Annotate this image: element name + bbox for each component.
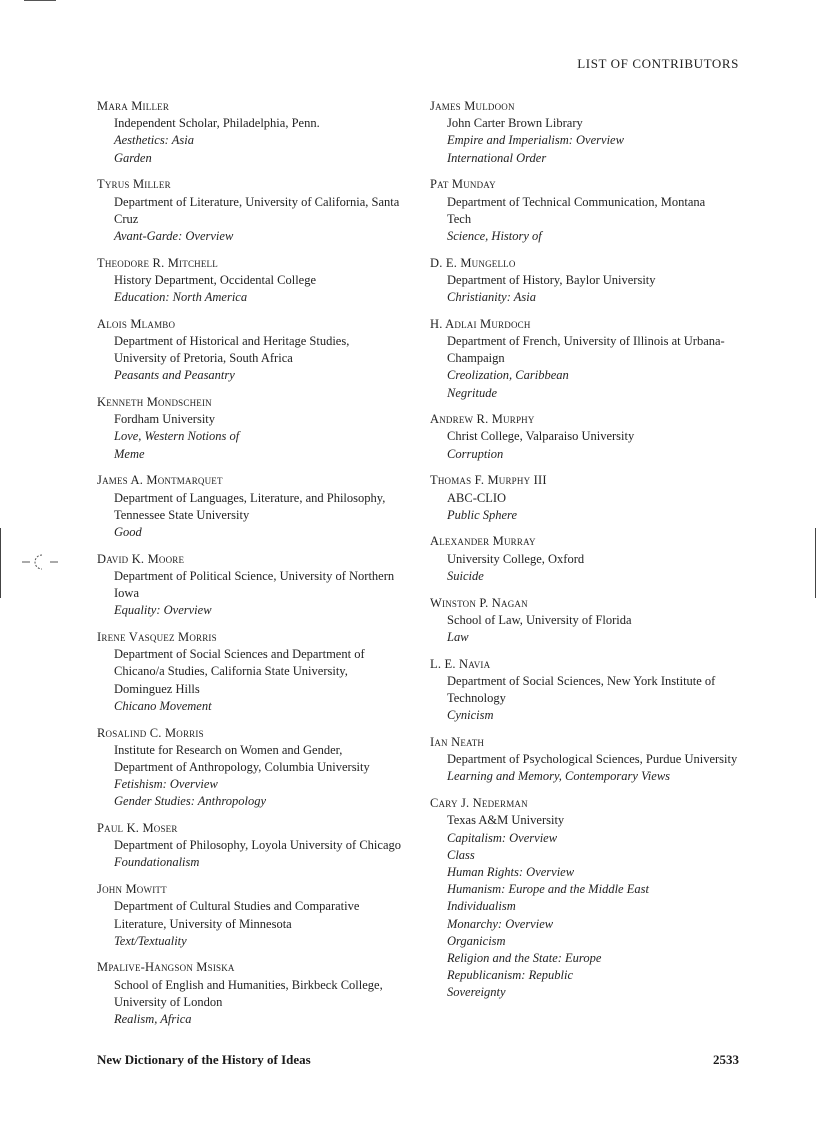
footer-book-title: New Dictionary of the History of Ideas (97, 1052, 311, 1067)
contributor-entry (97, 176, 417, 245)
article-title: Class (447, 847, 475, 862)
article-title: Humanism: Europe and the Middle East (447, 882, 649, 897)
contributor-affiliation: Department of Languages, Literature, and Philosophy, (114, 490, 386, 505)
contributor-name: H. Adlai Murdoch (430, 316, 531, 331)
contributor-affiliation: Department of Historical and Heritage Studies, (114, 333, 350, 348)
contributor-details (430, 551, 750, 585)
contributor-affiliation: Department of Social Sciences, New York Institute of (447, 673, 716, 688)
contributor-entry (97, 820, 417, 872)
contributor-entry (430, 411, 750, 463)
article-title: Equality: Overview (114, 603, 212, 618)
contributor-name: John Mowitt (97, 882, 167, 897)
contributor-affiliation: Department of French, University of Illinois at Urbana- (447, 333, 725, 348)
contributor-details (97, 411, 417, 463)
contributor-affiliation: Literature, University of Minnesota (114, 916, 292, 931)
crop-mark (24, 0, 56, 1)
contributor-affiliation: Department of Cultural Studies and Comparative (114, 899, 360, 914)
contributor-entry (430, 176, 750, 245)
contributor-entry (97, 725, 417, 811)
article-title: Sovereignty (447, 985, 506, 1000)
contributor-name: Andrew R. Murphy (430, 412, 535, 427)
contributor-entry (430, 656, 750, 725)
article-title: Science, History of (447, 228, 542, 243)
contributor-details (430, 673, 750, 725)
article-title: Law (447, 629, 469, 644)
article-title: Fetishism: Overview (114, 777, 218, 792)
contributor-name: Winston P. Nagan (430, 595, 528, 610)
contributor-entry (430, 316, 750, 402)
contributor-name: D. E. Mungello (430, 255, 516, 270)
contributor-name: Mpalive-Hangson Msiska (97, 960, 235, 975)
contributor-name: Pat Munday (430, 177, 496, 192)
article-title: Christianity: Asia (447, 290, 537, 305)
contributor-name: Alois Mlambo (97, 316, 176, 331)
article-title: Suicide (447, 568, 484, 583)
contributor-entry (97, 551, 417, 620)
contributor-name: Kenneth Mondschein (97, 395, 212, 410)
article-title: Gender Studies: Anthropology (114, 794, 267, 809)
contributor-details (97, 194, 417, 246)
contributor-affiliation: Texas A&M University (447, 813, 565, 828)
contributor-entry (97, 394, 417, 463)
contributor-entry (97, 959, 417, 1028)
contributor-affiliation: Department of Political Science, University of Northern (114, 568, 395, 583)
margin-rule-left (0, 528, 1, 598)
article-title: Peasants and Peasantry (114, 368, 235, 383)
contributor-details (97, 568, 417, 620)
article-title: Learning and Memory, Contemporary Views (447, 769, 671, 784)
article-title: Realism, Africa (114, 1012, 192, 1027)
contributor-details (430, 333, 750, 402)
contributor-details (430, 428, 750, 462)
contributor-affiliation: Department of Anthropology, Columbia University (114, 759, 370, 774)
contributor-name: James Muldoon (430, 99, 515, 113)
contributor-entry (430, 734, 750, 786)
article-title: Text/Textuality (114, 933, 187, 948)
article-title: Aesthetics: Asia (114, 133, 194, 148)
contributor-name: L. E. Navia (430, 656, 491, 671)
contributor-affiliation: Dominguez Hills (114, 681, 200, 696)
contributor-details (97, 490, 417, 542)
footer-page-number: 2533 (713, 1052, 739, 1067)
contributor-name: Tyrus Miller (97, 177, 171, 192)
contributor-entry (430, 472, 750, 524)
contributor-affiliation: Christ College, Valparaiso University (447, 429, 635, 444)
article-title: Good (114, 524, 142, 539)
article-title: Republicanism: Republic (447, 968, 574, 983)
article-title: Creolization, Caribbean (447, 368, 569, 383)
article-title: Negritude (447, 385, 497, 400)
contributor-details (97, 977, 417, 1029)
contributor-affiliation: Iowa (114, 586, 139, 601)
left-column (97, 98, 417, 1038)
article-title: International Order (447, 150, 547, 165)
contributor-affiliation: Technology (447, 691, 506, 706)
contributor-entry (430, 795, 750, 1001)
contributor-name: Ian Neath (430, 735, 485, 749)
contributor-details (430, 612, 750, 646)
article-title: Public Sphere (447, 507, 518, 522)
contributor-name: Alexander Murray (430, 534, 536, 549)
contributor-entry (430, 98, 750, 167)
contributor-affiliation: University of Pretoria, South Africa (114, 351, 293, 366)
contributor-affiliation: University of London (114, 994, 223, 1009)
contributor-entry (97, 472, 417, 541)
contributor-details (430, 812, 750, 1001)
contributor-details (97, 646, 417, 715)
article-title: Monarchy: Overview (447, 916, 554, 931)
contributor-affiliation: Institute for Research on Women and Gender, (114, 742, 343, 757)
article-title: Cynicism (447, 708, 494, 723)
contributor-affiliation: Department of Technical Communication, Montana (447, 194, 706, 209)
contributor-details (97, 837, 417, 871)
article-title: Avant-Garde: Overview (114, 228, 234, 243)
contributor-entry (97, 316, 417, 385)
contributor-details (97, 333, 417, 385)
contributor-details (97, 898, 417, 950)
article-title: Meme (114, 446, 145, 461)
contributor-affiliation: Champaign (447, 351, 505, 366)
contributor-entry (430, 533, 750, 585)
article-title: Capitalism: Overview (447, 830, 558, 845)
article-title: Garden (114, 150, 152, 165)
contributor-affiliation: University College, Oxford (447, 551, 585, 566)
article-title: Human Rights: Overview (447, 864, 575, 879)
contributor-affiliation: Department of Social Sciences and Department of (114, 647, 365, 662)
contributor-affiliation: Tennessee State University (114, 507, 250, 522)
contributor-affiliation: Department of Psychological Sciences, Purdue University (447, 752, 738, 767)
article-title: Foundationalism (114, 855, 200, 870)
article-title: Organicism (447, 933, 506, 948)
contributor-affiliation: ABC-CLIO (447, 490, 507, 505)
contributor-name: Theodore R. Mitchell (97, 255, 218, 270)
contributor-details (97, 742, 417, 811)
article-title: Religion and the State: Europe (447, 950, 602, 965)
contributor-affiliation: Department of Literature, University of California, Santa (114, 194, 400, 209)
contributor-entry (97, 881, 417, 950)
contributor-affiliation: Chicano/a Studies, California State University, (114, 664, 348, 679)
contributor-details (430, 490, 750, 524)
contributor-affiliation: Tech (447, 211, 472, 226)
contributor-name: James A. Montmarquet (97, 473, 223, 488)
contributor-name: Rosalind C. Morris (97, 725, 204, 740)
contributor-name: Irene Vasquez Morris (97, 629, 217, 644)
right-column (430, 98, 750, 1011)
contributor-details (97, 272, 417, 306)
article-title: Individualism (447, 899, 516, 914)
contributor-details (430, 272, 750, 306)
running-head: LIST OF CONTRIBUTORS (577, 56, 739, 71)
contributor-details (97, 115, 417, 167)
contributor-affiliation: Department of Philosophy, Loyola University of Chicago (114, 838, 401, 853)
contributor-affiliation: Independent Scholar, Philadelphia, Penn. (114, 116, 320, 131)
contributor-entry (430, 255, 750, 307)
contributor-name: Thomas F. Murphy III (430, 473, 547, 488)
contributor-name: David K. Moore (97, 551, 185, 566)
article-title: Education: North America (114, 290, 248, 305)
article-title: Love, Western Notions of (114, 429, 240, 444)
contributor-name: Paul K. Moser (97, 821, 178, 836)
contributor-affiliation: John Carter Brown Library (447, 116, 583, 131)
contributor-affiliation: School of Law, University of Florida (447, 612, 632, 627)
contributor-entry (97, 98, 417, 167)
contributor-details (430, 194, 750, 246)
contributor-affiliation: School of English and Humanities, Birkbeck College, (114, 977, 383, 992)
contributor-details (430, 751, 750, 785)
contributor-name: Mara Miller (97, 99, 170, 113)
contributor-affiliation: Fordham University (114, 412, 216, 427)
contributor-affiliation: Cruz (114, 211, 139, 226)
article-title: Chicano Movement (114, 698, 212, 713)
contributor-name: Cary J. Nederman (430, 796, 528, 811)
contributor-affiliation: Department of History, Baylor University (447, 272, 656, 287)
article-title: Empire and Imperialism: Overview (447, 133, 624, 148)
contributor-entry (430, 595, 750, 647)
contributor-entry (97, 629, 417, 715)
article-title: Corruption (447, 446, 504, 461)
contributor-affiliation: History Department, Occidental College (114, 272, 317, 287)
contributor-details (430, 115, 750, 167)
contributor-entry (97, 255, 417, 307)
registration-mark-icon (22, 552, 62, 572)
